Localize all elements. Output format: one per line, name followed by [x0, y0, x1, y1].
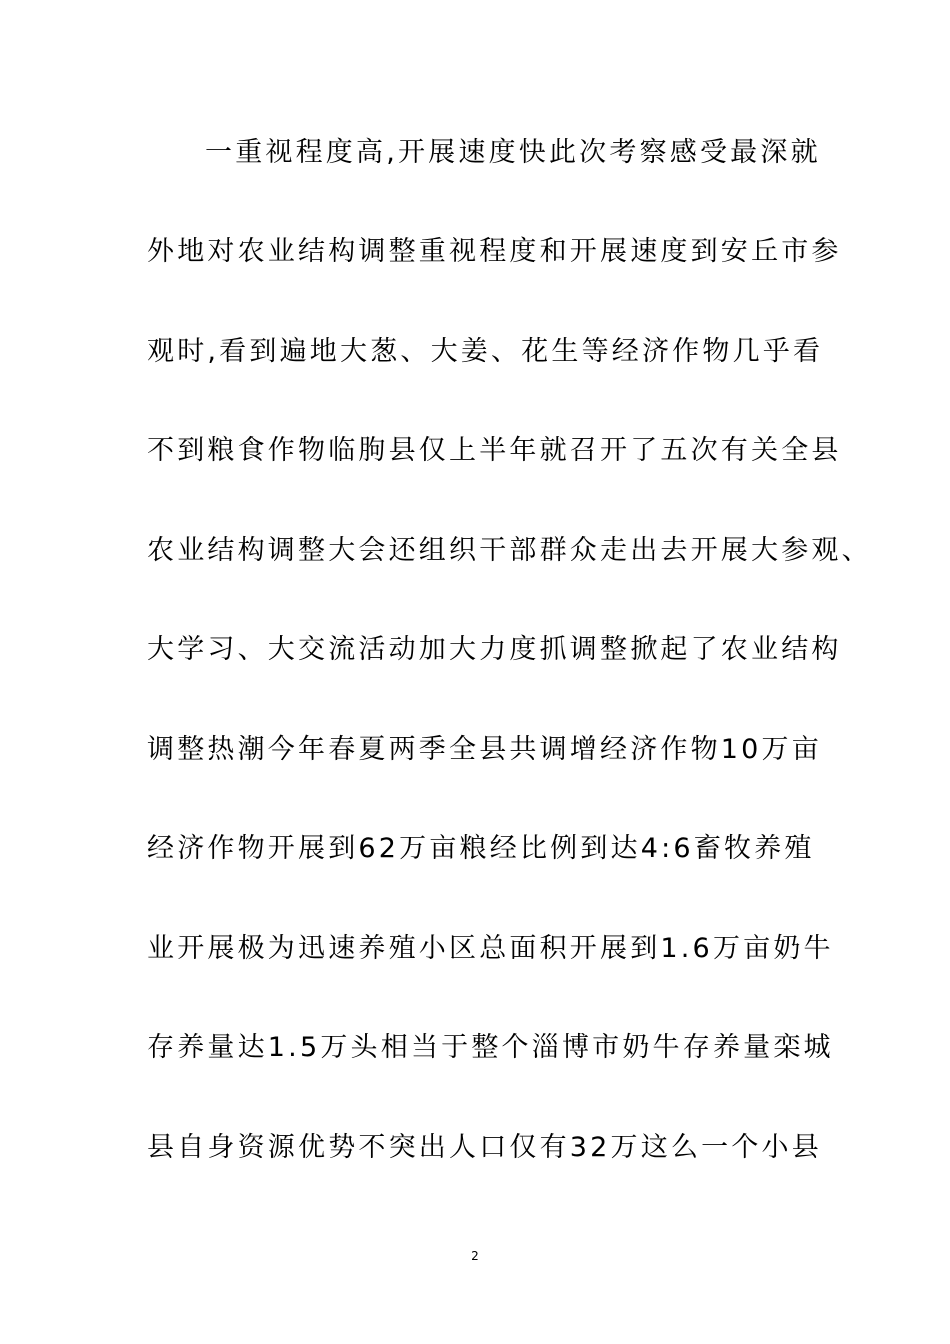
paragraph-line-6: 大学习、大交流活动加大力度抓调整掀起了农业结构 — [147, 634, 842, 665]
paragraph-line-11: 县自身资源优势不突出人口仅有32万这么一个小县 — [147, 1132, 822, 1163]
paragraph-line-1: 一重视程度高,开展速度快此次考察感受最深就 — [205, 137, 821, 168]
paragraph-line-9: 业开展极为迅速养殖小区总面积开展到1.6万亩奶牛 — [147, 933, 834, 964]
paragraph-line-8: 经济作物开展到62万亩粮经比例到达4:6畜牧养殖 — [147, 833, 815, 864]
paragraph-line-7: 调整热潮今年春夏两季全县共调增经济作物10万亩 — [147, 734, 822, 765]
paragraph-line-5: 农业结构调整大会还组织干部群众走出去开展大参观、 — [147, 535, 872, 566]
paragraph-line-10: 存养量达1.5万头相当于整个淄博市奶牛存养量栾城 — [147, 1032, 834, 1063]
paragraph-line-4: 不到粮食作物临朐县仅上半年就召开了五次有关全县 — [147, 435, 842, 466]
paragraph-line-3: 观时,看到遍地大葱、大姜、花生等经济作物几乎看 — [147, 336, 824, 367]
paragraph-line-2: 外地对农业结构调整重视程度和开展速度到安丘市参 — [147, 236, 842, 267]
page-number: 2 — [471, 1249, 479, 1263]
